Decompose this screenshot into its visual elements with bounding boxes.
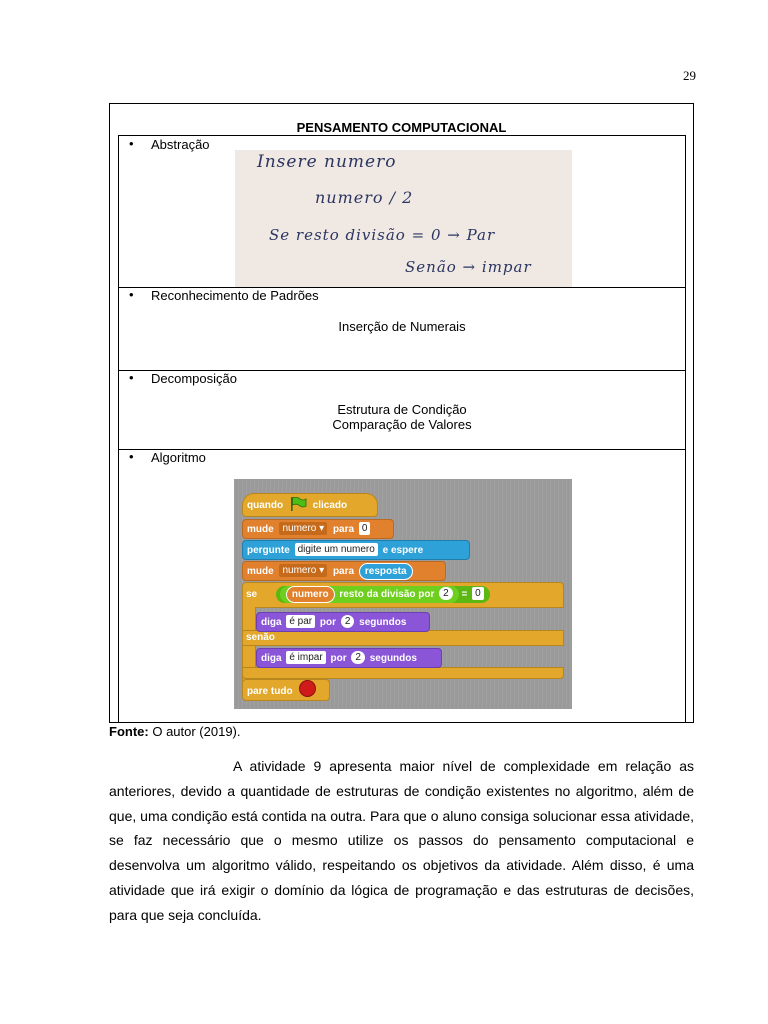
mod-variable-reporter: numero (286, 586, 335, 603)
row-label-abstraction: • Abstração (151, 137, 210, 152)
equals-operator (276, 586, 490, 603)
say2-seconds: 2 (351, 651, 365, 664)
row-text-pattern-recognition: Inserção de Numerais (338, 319, 466, 334)
say1-for-label: por (319, 617, 337, 628)
set-variable-block-1 (242, 519, 394, 539)
row-label-algorithm: • Algoritmo (151, 450, 206, 465)
source-text: O autor (2019). (152, 724, 241, 739)
source-label: Fonte: (109, 724, 149, 739)
say-for-secs-block-2 (256, 648, 442, 668)
set2-to-label: para (332, 566, 355, 577)
handwritten-line-1: Insere numero (257, 152, 397, 172)
equals-value: 0 (472, 587, 484, 600)
handwritten-note-image (235, 150, 572, 287)
say2-unit: segundos (369, 653, 417, 664)
set2-command: mude (247, 566, 274, 577)
say2-text: é impar (286, 651, 325, 664)
scratch-program-image (234, 479, 572, 709)
computational-thinking-table (109, 103, 694, 723)
set1-variable: numero (282, 523, 317, 534)
say1-command: diga (261, 617, 282, 628)
row-label-pattern-recognition: • Reconhecimento de Padrões (151, 288, 319, 303)
ask-command: pergunte (247, 545, 290, 556)
row-label-decomposition: • Decomposição (151, 371, 237, 386)
set1-value: 0 (359, 522, 371, 535)
handwritten-line-3: Se resto divisão = 0 → Par (269, 226, 496, 244)
say-for-secs-block-1 (256, 612, 430, 632)
green-flag-icon (289, 497, 307, 511)
ask-wait-label: e espere (382, 545, 424, 556)
hat-clicked-label: clicado (312, 500, 348, 511)
stop-all-label: pare tudo (247, 686, 293, 697)
set-variable-block-2 (242, 561, 446, 581)
else-label: senão (246, 632, 275, 643)
row-decomposition (119, 370, 685, 450)
say2-for-label: por (330, 653, 347, 664)
hat-when-label: quando (247, 500, 284, 511)
row-text-decomposition-1: Estrutura de Condição (337, 402, 467, 417)
set2-variable-dropdown: numero ▾ (279, 564, 327, 577)
if-condition-row (246, 586, 490, 604)
if-label: se (246, 589, 258, 600)
row-pattern-recognition (119, 287, 685, 371)
stop-all-block (242, 679, 330, 701)
set1-to-label: para (332, 524, 355, 535)
page-number: 29 (683, 68, 696, 83)
row-algorithm (119, 449, 685, 724)
say1-text: é par (286, 615, 315, 628)
row-abstraction (119, 136, 685, 288)
stop-sign-icon (299, 680, 316, 697)
set1-command: mude (247, 524, 274, 535)
answer-reporter: resposta (359, 563, 413, 580)
set2-variable: numero (282, 565, 317, 576)
say1-unit: segundos (359, 617, 407, 628)
say2-command: diga (261, 653, 282, 664)
mod-value: 2 (439, 587, 453, 600)
ask-and-wait-block (242, 540, 470, 560)
mod-operator (280, 586, 459, 603)
when-flag-clicked-block (242, 493, 378, 517)
say1-seconds: 2 (341, 615, 355, 628)
table-body (118, 135, 686, 723)
mod-label: resto da divisão por (339, 589, 435, 600)
handwritten-line-2: numero / 2 (315, 188, 414, 207)
handwritten-line-4: Senão → impar (405, 258, 532, 276)
set1-variable-dropdown: numero ▾ (279, 522, 327, 535)
figure-source (109, 724, 241, 739)
row-text-decomposition-2: Comparação de Valores (332, 417, 472, 432)
table-title: PENSAMENTO COMPUTACIONAL (296, 120, 507, 135)
body-paragraph: A atividade 9 apresenta maior nível de complexidade em relação as anteriores, devido a quantidade de estruturas de condição existentes no algoritmo, além de que, uma condição está contida na outra. Para que o aluno consiga solucionar essa atividade, se faz necessário que o mesmo utilize os passos do pensamento computacional e desenvolva um algoritmo válido, respeitando os objetivos da atividade. Além disso, é uma atividade que irá exigir o domínio da lógica de programação e das estruturas de decisões, para que seja concluída. (109, 758, 694, 923)
equals-symbol: = (461, 589, 468, 600)
ask-text: digite um numero (295, 543, 378, 556)
